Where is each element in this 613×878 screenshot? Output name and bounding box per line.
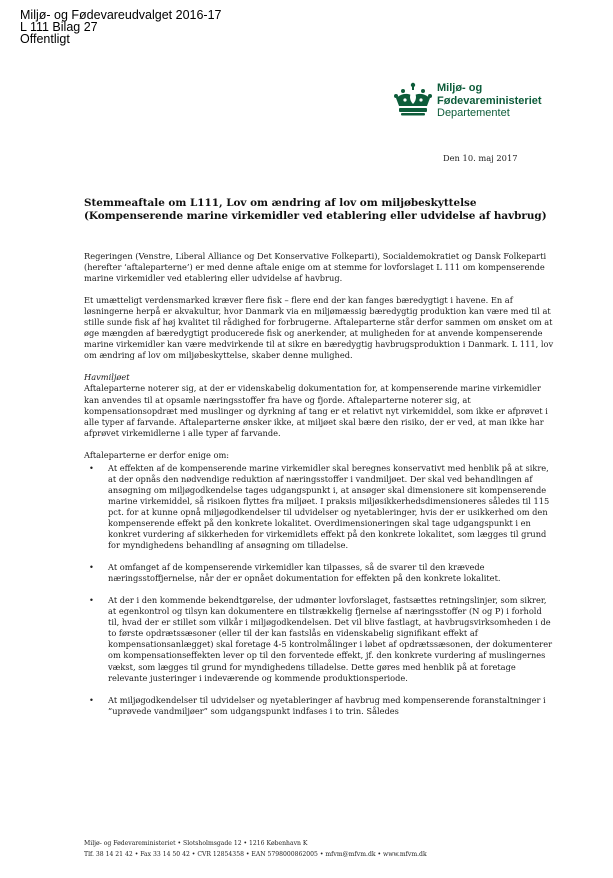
stamp-bill-annex: L 111 Bilag 27 bbox=[20, 20, 98, 34]
bullet-icon: • bbox=[89, 694, 94, 705]
paragraph-agreement-intro: Aftaleparterne er derfor enige om: bbox=[84, 449, 230, 460]
footer-contact: Tlf. 38 14 21 42 • Fax 33 14 50 42 • CVR 12854358 • EAN 5798000862005 • mfvm@mfvm.dk • www.mfvm.dk bbox=[84, 851, 427, 858]
list-item-text: At miljøgodkendelser til udvidelser og nyetableringer af havbrug med kompenserende foranstaltninger i ”uprøvede vandmiljøer” som udgangspunkt indfases i to trin. Således bbox=[108, 694, 546, 716]
footer-address: Miljø- og Fødevareministeriet • Slotsholmsgade 12 • 1216 København K bbox=[84, 840, 308, 847]
bullet-icon: • bbox=[89, 462, 94, 473]
logo-line-2: Fødevareministeriet bbox=[437, 94, 542, 107]
ministry-logo bbox=[393, 82, 542, 120]
agreement-list bbox=[84, 463, 554, 717]
paragraph-market: Et umætteligt verdensmarked kræver flere fisk – flere end der kan fanges bæredygtigt i havene. En af løsningerne herpå er akvakultur, hvor Danmark via en miljømæssig bæredygtig produktion kan være med til at stille sunde fisk af høj kvalitet til rådighed for forbrugerne. Aftaleparterne står derfor sammen om ønsket om at øge mængden af bæredygtigt producerede fisk og anerkender, at muligheden for at anvende kompenserende marine virkemidler kan være medvirkende til at sikre en bæredygtig havbrugsproduktion i Danmark. L 111, lov om ændring af lov om miljøbeskyttelse, skaber denne mulighed. bbox=[84, 295, 554, 361]
stamp-committee: Miljø- og Fødevareudvalget 2016-17 bbox=[20, 8, 222, 22]
document-stamp bbox=[20, 9, 222, 45]
ministry-name bbox=[437, 82, 542, 120]
document-footer bbox=[84, 838, 554, 860]
title-line-2: (Kompenserende marine virkemidler ved etablering eller udvidelse af havbrug) bbox=[84, 210, 547, 222]
title-line-1: Stemmeaftale om L111, Lov om ændring af lov om miljøbeskyttelse bbox=[84, 197, 477, 209]
logo-department: Departementet bbox=[437, 107, 510, 119]
list-item-text: At omfanget af de kompenserende virkemidler kan tilpasses, så de svarer til den krævede næringsstoffjernelse, når der er opnået dokumentation for effekten på den konkrete lokalitet. bbox=[108, 562, 501, 584]
logo-line-1: Miljø- og bbox=[437, 82, 483, 94]
stamp-public: Offentligt bbox=[20, 32, 70, 46]
list-item-text: At der i den kommende bekendtgørelse, der udmønter lovforslaget, fastsættes retningslinjer, som sikrer, at egenkontrol og tilsyn kan dokumentere en tilstrækkelig fjernelse af næringsstoffer (N og P) i forhold til, hvad der er stillet som vilkår i miljøgodkendelsen. Det vil blive fastlagt, at havbrugsvirksomheden i de to første opdrætssæsoner (eller til der kan fastslås en videnskabelig signifikant effekt af kompensationsanlægget) skal foretage 4-5 kontrolmålinger i løbet af opdrætssæsonen, der dokumenterer om kompensationseffekten lever op til den forventede effekt, jf. den konkrete vurdering af muslingernes vækst, som lægges til grund for myndighedens tilladelse. Dette gøres med henblik på at foretage relevante justeringer i indeværende og kommende produktionsperiode. bbox=[108, 595, 553, 683]
document-title bbox=[84, 197, 554, 223]
list-item bbox=[84, 463, 554, 551]
bullet-icon: • bbox=[89, 562, 94, 573]
bullet-icon: • bbox=[89, 595, 94, 606]
list-item bbox=[84, 695, 554, 717]
document-date: Den 10. maj 2017 bbox=[443, 153, 518, 163]
crown-icon bbox=[393, 82, 433, 118]
list-item-text: At effekten af de kompenserende marine virkemidler skal beregnes konservativt med henblik på at sikre, at der opnås den nødvendige reduktion af næringsstoffer i vandmiljøet. Der skal ved behandlingen af ansøgning om miljøgodkendelse tages udgangspunkt i, at ansøger skal dimensionere sit kompenserende marine virkemiddel, så risikoen flyttes fra miljøet. I praksis miljøsikkerhedsdimensioneres således til 115 pct. for at kunne opnå miljøgodkendelser til udvidelser og nyetableringer, hvis der er usikkerhed om den kompenserende effekt på den konkrete lokalitet. Overdimensioneringen skal tage udgangspunkt i en konkret vurdering af sikkerheden for virkemidlets effekt på den konkrete lokalitet, som lægges til grund for myndighedens behandling af ansøgning om tilladelse. bbox=[108, 462, 550, 551]
list-item bbox=[84, 595, 554, 683]
list-item bbox=[84, 562, 554, 584]
paragraph-documentation: Aftaleparterne noterer sig, at der er videnskabelig dokumentation for, at kompenserende marine virkemidler kan anvendes til at opsamle næringsstoffer fra have og fjorde. Aftaleparterne noterer sig, at kompensationsopdræt med muslinger og dyrkning af tang er et relativt nyt virkemiddel, som ikke er afprøvet i alle typer af farvande. Aftaleparterne ønsker ikke, at miljøet skal bære den risiko, der er ved, at man ikke har afprøvet virkemidlerne i alle typer af farvande. bbox=[84, 383, 548, 438]
paragraph-parties: Regeringen (Venstre, Liberal Alliance og Det Konservative Folkeparti), Socialdemokratiet og Dansk Folkeparti (herefter ‘aftaleparterne’) er med denne aftale enige om at stemme for lovforslaget L 111 om kompenserende marine virkemidler ved etablering eller udvidelse af havbrug. bbox=[84, 251, 547, 284]
section-heading-havmiljoet: Havmiljøet bbox=[84, 372, 130, 383]
document-body bbox=[84, 251, 554, 728]
